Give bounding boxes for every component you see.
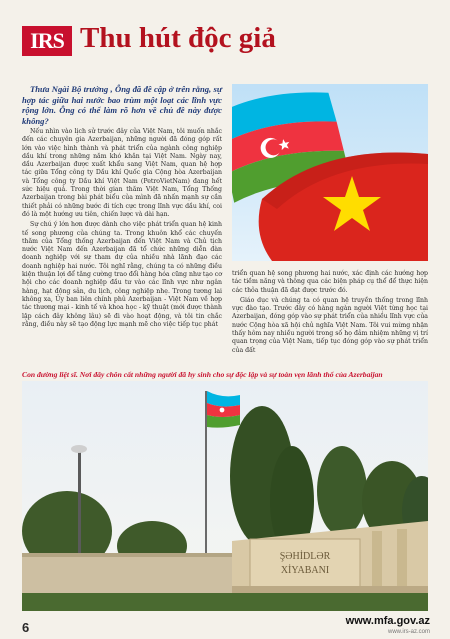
article-right-column	[232, 270, 428, 357]
page-number: 6	[22, 620, 30, 635]
photo-caption: Con đường liệt sĩ. Nơi đây chôn cất những người đã hy sinh cho sự độc lập và sự toàn vẹn lãnh thổ của Azerbaijan	[22, 370, 383, 379]
monument-inscription-line2: XİYABANI	[280, 565, 330, 576]
flag-pole	[205, 391, 207, 561]
azerbaijan-vietnam-flags-illustration	[232, 84, 428, 261]
martyrs-alley-photo	[22, 381, 428, 611]
article-paragraph: Nếu nhìn vào lịch sử trước đây của Việt Nam, tôi muốn nhắc đến các chuyên gia Azerbaijan, những người đã đóng góp rất lớn vào việc hình thành và phát triển của ngành công nghiệp dầu khí trong những năm khó khăn tại Việt Nam. Ngày nay, dầu Azerbaijan được xuất khẩu sang Việt Nam, quan hệ hợp tác giữa Tổng công ty Dầu khí Quốc gia Cộng hòa Azerbaijan và Tổng công ty Dầu khí Việt Nam (PetroVietNam) đang hết sức hiệu quả. Trong thời gian thăm Việt Nam, Tổng Thống Azerbaijan trong bài phát biểu của mình đã nhấn mạnh sự cần thiết phải có những bước đi tích cực trong lĩnh vực dầu khí, coi đó là một hướng ưu tiên, chiến lược và dài hạn.	[22, 128, 222, 218]
article-paragraph: Giáo dục và chúng ta có quan hệ truyền thống trong lĩnh vực đào tạo. Trước đây có hàng ngàn người Việt từng học tại Azerbaijan, đóng góp vào sự phát triển của nhiều lĩnh vực của nước Cộng hòa xã hội chủ nghĩa Việt Nam. Tôi vui mừng nhận thấy hôm nay nhiều người trong số họ đảm nhiệm những vị trí quan trọng của Việt Nam, tiếp tục đóng góp vào sự phát triển của đất	[232, 296, 428, 354]
magazine-url[interactable]: www.irs-az.com	[387, 629, 430, 635]
flags-photo	[232, 84, 428, 261]
monument-inscription-line1: ŞƏHİDLƏR	[279, 551, 331, 562]
page-title: Thu hút độc giả	[80, 22, 276, 54]
article-paragraph: Sự chú ý lớn hơn được dành cho việc phát triển quan hệ kinh tế song phương của chúng ta. Trong khuôn khổ các chuyến thăm của Tổng thống Azerbaijan đến Việt Nam và Chủ tịch nước Việt Nam đến Azerbaijan đã tổ chức những diễn đàn doanh nghiệp với sự tham dự của nhiều nhà lãnh đạo các doanh nghiệp hai nước. Tôi nghĩ rằng, chúng ta có những điều kiện thuận lợi để tăng cường trao đổi hàng hóa cũng như tạo cơ hội cho các doanh nghiệp đầu tư vào các lĩnh vực như ngân hàng, hạt động sản, du lịch, công nghiệp nhẹ. Trong tương lai không xa, Ủy ban liên chính phủ Azerbaijan - Việt Nam về hợp tác thương mại - kinh tế và khoa học - kỹ thuật (mới được thành lập cách đây không lâu) sẽ đi vào hoạt động, và tôi tin chắc rằng, điều này sẽ tạo động lực mạnh mẽ cho việc tiếp tục phát	[22, 221, 222, 328]
azerbaijan-flag-on-pole	[207, 391, 240, 428]
lamp-post	[78, 451, 81, 561]
article-left-column	[22, 84, 222, 331]
website-url[interactable]: www.mfa.gov.az	[345, 615, 430, 627]
martyrs-alley-illustration	[22, 381, 428, 611]
article-paragraph: triển quan hệ song phương hai nước, xác định các hướng hợp tác tiềm năng và thông qua các biện pháp cụ thể để thực hiện các thỏa thuận đã đạt được trước đó.	[232, 270, 428, 294]
irs-logo: IRS	[22, 26, 72, 56]
article-lead-question: Thưa Ngài Bộ trưởng , Ông đã đề cập ở trên rằng, sự hợp tác giữa hai nước bao trùm một loạt các lĩnh vực rộng lớn. Ông có thể làm rõ hơn về chủ đề này được không?	[22, 84, 222, 126]
